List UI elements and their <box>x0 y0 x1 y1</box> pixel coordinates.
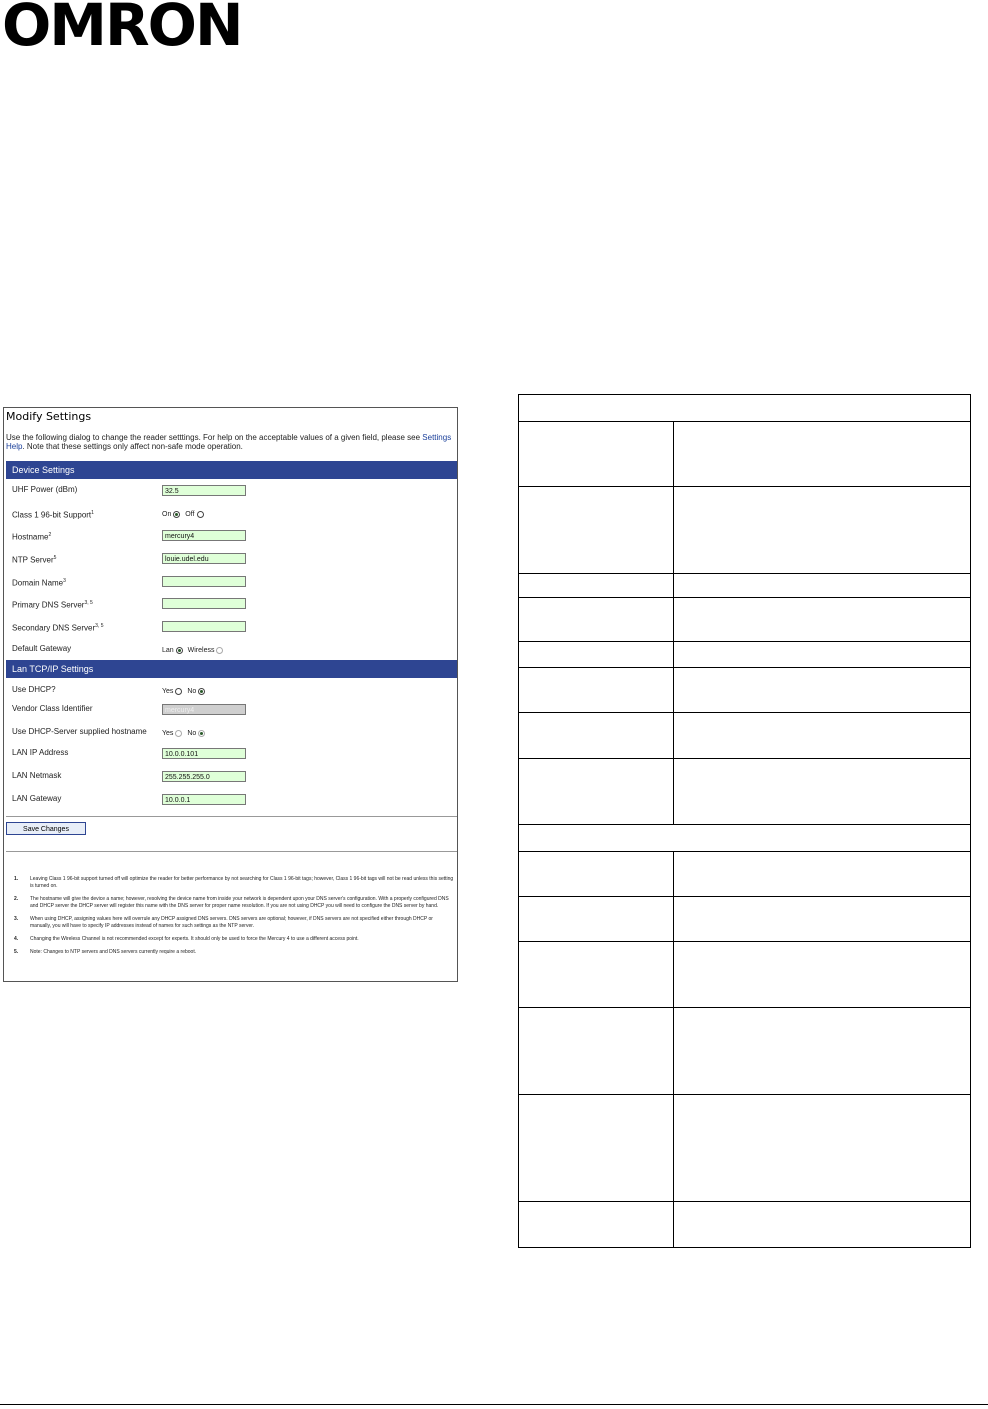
footnote-number: 4. <box>14 936 19 942</box>
table-cell <box>519 713 674 759</box>
domain-name-input[interactable] <box>162 576 246 587</box>
footnote-text: Note: Changes to NTP servers and DNS servers currently require a reboot. <box>30 949 197 955</box>
table-cell <box>674 942 970 1008</box>
table-cell <box>674 642 970 668</box>
hostname-row <box>12 530 452 546</box>
footnote-number: 2. <box>14 896 19 902</box>
table-row <box>519 667 970 713</box>
hostname-label-text: Hostname <box>12 532 49 542</box>
secondary-dns-label <box>12 621 104 634</box>
table-cell <box>519 642 674 668</box>
table-row <box>519 712 970 759</box>
class1-off-radio[interactable] <box>197 511 204 518</box>
primary-dns-row <box>12 598 452 614</box>
table-row <box>519 851 970 897</box>
table-row <box>519 421 970 487</box>
dhcp-hostname-no-radio[interactable] <box>198 730 205 737</box>
ntp-server-footnote: 5 <box>53 555 57 561</box>
table-cell <box>519 668 674 713</box>
class1-support-radios <box>162 510 207 520</box>
uhf-power-input[interactable]: 32.5 <box>162 485 246 496</box>
table-cell <box>674 1095 970 1202</box>
table-cell <box>519 1202 674 1248</box>
table-cell <box>674 1202 970 1248</box>
table-row <box>519 758 970 825</box>
notes-divider <box>6 851 457 852</box>
default-gateway-row <box>12 644 452 660</box>
footnote-number: 3. <box>14 916 19 922</box>
lan-ip-label: LAN IP Address <box>12 748 69 757</box>
settings-reference-table <box>518 394 971 1248</box>
footnote-text: When using DHCP, assigning values here will overrule any DHCP assigned DNS servers. DNS servers are optional; however, if DNS servers are not specified either through DHCP or manually, you will have to specify IP addresses instead of names for such settings as the NTP server. <box>30 916 433 929</box>
primary-dns-label-text: Primary DNS Server <box>12 600 85 610</box>
dhcp-yes-label: Yes <box>162 688 174 695</box>
footnote-item <box>14 936 454 943</box>
dhcp-hostname-label: Use DHCP-Server supplied hostname <box>12 727 147 736</box>
table-cell <box>674 852 970 897</box>
table-cell <box>519 1008 674 1095</box>
default-gateway-radios <box>162 646 226 656</box>
uhf-power-label: UHF Power (dBm) <box>12 485 78 494</box>
table-row <box>519 1201 970 1248</box>
table-row <box>519 573 970 598</box>
lan-netmask-label: LAN Netmask <box>12 771 62 780</box>
domain-name-label-text: Domain Name <box>12 578 64 588</box>
secondary-dns-row <box>12 621 452 637</box>
default-gateway-label: Default Gateway <box>12 644 72 653</box>
class1-support-label <box>12 508 94 521</box>
settings-help-link[interactable]: Settings Help <box>6 433 452 451</box>
hostname-footnote: 2 <box>48 532 52 538</box>
ntp-server-label-text: NTP Server <box>12 555 54 565</box>
class1-support-label-text: Class 1 96-bit Support <box>12 510 92 520</box>
footnote-number: 1. <box>14 876 19 882</box>
omron-logo: OMRON <box>2 2 242 48</box>
primary-dns-footnote: 3, 5 <box>84 600 93 606</box>
table-cell <box>519 759 674 825</box>
save-divider <box>6 816 457 817</box>
dhcp-hostname-no-label: No <box>187 730 197 737</box>
table-cell <box>519 1095 674 1202</box>
table-cell <box>674 598 970 642</box>
intro-text <box>6 433 456 451</box>
ntp-server-row <box>12 553 452 569</box>
hostname-label <box>12 530 51 543</box>
dhcp-yes-radio[interactable] <box>175 688 182 695</box>
footnote-text: Leaving Class 1 96-bit support turned off will optimize the reader for better performance by not searching for Class 1 96-bit tags; however, Class 1 96-bit tags will not be read unless this setting is turned on. <box>30 876 454 889</box>
table-row <box>519 896 970 942</box>
table-row <box>519 1094 970 1202</box>
gateway-wireless-radio[interactable] <box>216 647 223 654</box>
lan-gateway-label: LAN Gateway <box>12 794 62 803</box>
lan-ip-input[interactable]: 10.0.0.101 <box>162 748 246 759</box>
dhcp-hostname-yes-radio[interactable] <box>175 730 182 737</box>
use-dhcp-row <box>12 685 452 701</box>
table-cell <box>519 394 970 421</box>
save-changes-button[interactable]: Save Changes <box>6 822 86 835</box>
class1-off-label: Off <box>185 511 195 518</box>
domain-name-label <box>12 576 66 589</box>
table-cell <box>519 942 674 1008</box>
table-cell <box>674 1008 970 1095</box>
use-dhcp-radios <box>162 687 208 697</box>
footnote-item <box>14 876 454 890</box>
table-cell <box>674 422 970 487</box>
footnote-text: Changing the Wireless Channel is not recommended except for experts. It should only be used to force the Mercury 4 to use a different access point. <box>30 936 359 942</box>
secondary-dns-input[interactable] <box>162 621 246 632</box>
table-cell <box>674 574 970 598</box>
ntp-server-label <box>12 553 56 566</box>
table-cell <box>519 825 970 852</box>
vendor-class-row <box>12 704 452 720</box>
domain-name-footnote: 3 <box>63 578 66 584</box>
dhcp-hostname-radios <box>162 729 208 739</box>
lan-gateway-row <box>12 794 452 810</box>
table-row <box>519 641 970 668</box>
secondary-dns-footnote: 3, 5 <box>95 623 104 629</box>
table-row <box>519 597 970 642</box>
dhcp-no-radio[interactable] <box>198 688 205 695</box>
table-cell <box>519 574 674 598</box>
gateway-lan-label: Lan <box>162 647 174 654</box>
dhcp-hostname-yes-label: Yes <box>162 730 174 737</box>
lan-gateway-input[interactable]: 10.0.0.1 <box>162 794 246 805</box>
footnote-text: The hostname will give the device a name; however, resolving the device name from inside your network is dependent upon your DNS server's configuration. With a properly configured DNS and DHCP server the DHCP server will register this name with the DNS server for proper name resolution. If you are not using DHCP you will need to configure the DNS server by hand. <box>30 896 449 909</box>
class1-on-label: On <box>162 511 172 518</box>
table-cell <box>519 897 674 942</box>
intro-text-end: . Note that these settings only affect non-safe mode operation. <box>22 442 243 451</box>
uhf-power-row <box>12 485 452 501</box>
class1-on-radio[interactable] <box>173 511 180 518</box>
footnote-item <box>14 896 454 910</box>
table-row <box>519 941 970 1008</box>
table-cell <box>674 759 970 825</box>
table-cell <box>519 422 674 487</box>
table-row <box>519 486 970 574</box>
class1-support-row <box>12 508 452 524</box>
dhcp-hostname-row <box>12 727 452 743</box>
footer-divider <box>0 1404 988 1405</box>
table-cell <box>674 897 970 942</box>
gateway-lan-radio[interactable] <box>176 647 183 654</box>
footnote-number: 5. <box>14 949 19 955</box>
class1-support-footnote: 1 <box>91 510 94 516</box>
table-section-row <box>519 824 970 852</box>
table-cell <box>519 598 674 642</box>
table-header-row <box>519 394 970 421</box>
hostname-input[interactable]: mercury4 <box>162 530 246 541</box>
primary-dns-label <box>12 598 93 611</box>
intro-text-start: Use the following dialog to change the reader setttings. For help on the acceptable values of a given field, please see <box>6 433 421 442</box>
primary-dns-input[interactable] <box>162 598 246 609</box>
vendor-class-label: Vendor Class Identifier <box>12 704 93 713</box>
lan-settings-header: Lan TCP/IP Settings <box>6 660 458 678</box>
table-cell <box>674 487 970 574</box>
modify-settings-screenshot <box>3 407 458 982</box>
footnote-item <box>14 949 454 956</box>
device-settings-header: Device Settings <box>6 461 458 479</box>
table-row <box>519 1007 970 1095</box>
table-cell <box>519 852 674 897</box>
domain-name-row <box>12 576 452 592</box>
use-dhcp-label: Use DHCP? <box>12 685 56 694</box>
footnote-item <box>14 916 454 930</box>
table-cell <box>674 713 970 759</box>
table-cell <box>519 487 674 574</box>
lan-netmask-input[interactable]: 255.255.255.0 <box>162 771 246 782</box>
lan-ip-row <box>12 748 452 764</box>
footnotes-list <box>14 876 454 962</box>
ntp-server-input[interactable]: louie.udel.edu <box>162 553 246 564</box>
gateway-wireless-label: Wireless <box>187 647 215 654</box>
secondary-dns-label-text: Secondary DNS Server <box>12 623 96 633</box>
dhcp-no-label: No <box>187 688 197 695</box>
vendor-class-input[interactable]: mercury4 <box>162 704 246 715</box>
lan-netmask-row <box>12 771 452 787</box>
page-title: Modify Settings <box>6 410 92 423</box>
table-cell <box>674 668 970 713</box>
